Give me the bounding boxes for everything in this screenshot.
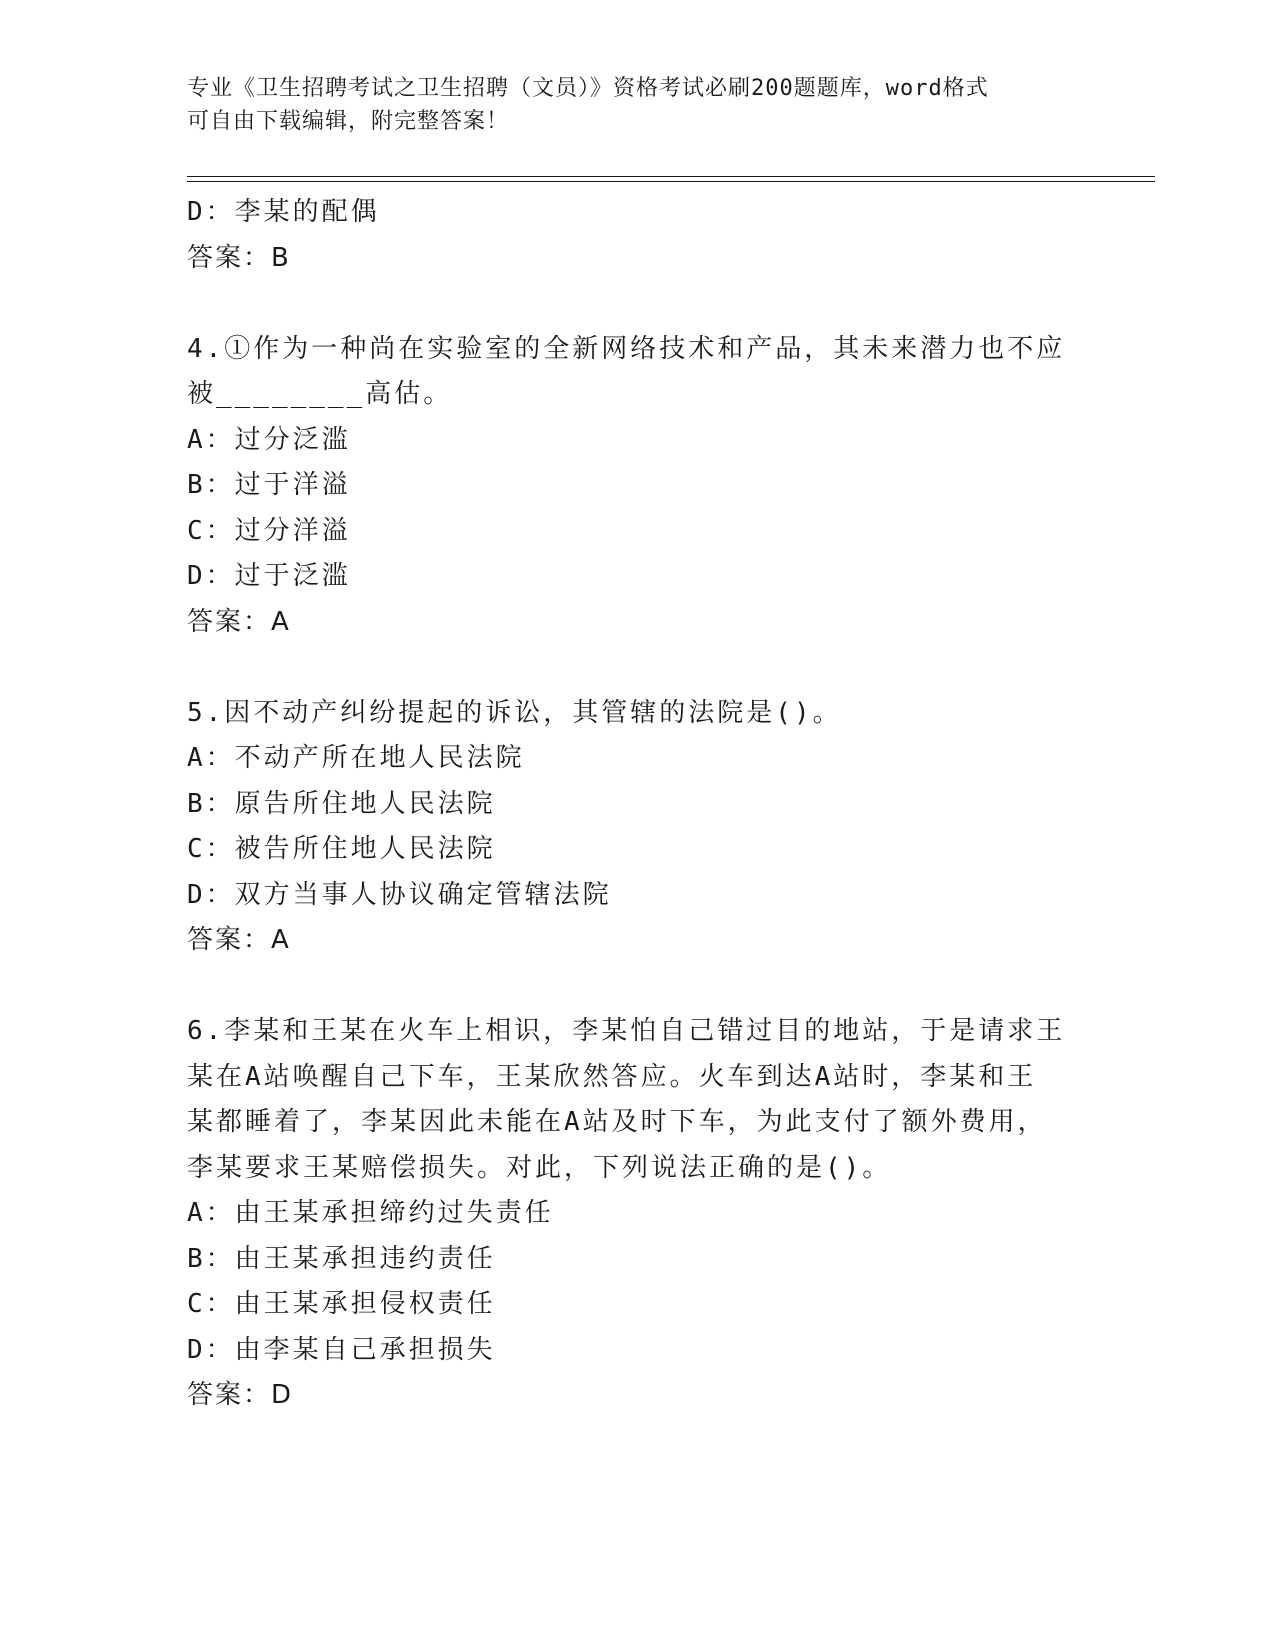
- document-header: [187, 72, 1067, 138]
- q6-stem-line-2: 某在A站唤醒自己下车，王某欣然答应。火车到达A站时，李某和王: [187, 1061, 1037, 1092]
- header-divider-bottom: [187, 181, 1155, 182]
- q5-option-b: B：原告所住地人民法院: [187, 788, 496, 819]
- q5-option-d: D：双方当事人协议确定管辖法院: [187, 879, 612, 910]
- question-3-tail: [187, 190, 1077, 281]
- q6-answer: 答案：D: [187, 1380, 294, 1410]
- question-6: [187, 1009, 1077, 1419]
- q3-answer: 答案：B: [187, 242, 291, 273]
- q5-option-a: A：不动产所在地人民法院: [187, 743, 525, 773]
- q6-option-a: A：由王某承担缔约过失责任: [187, 1198, 554, 1228]
- q6-option-c: C：由王某承担侵权责任: [187, 1289, 496, 1319]
- question-5: [187, 691, 1077, 964]
- q4-answer: 答案：A: [187, 606, 291, 637]
- q3-option-d: D：李某的配偶: [187, 197, 380, 227]
- spacer: [187, 964, 1077, 1010]
- q4-option-a: A：过分泛滥: [187, 424, 351, 455]
- question-4: [187, 327, 1077, 646]
- q4-option-d: D：过于泛滥: [187, 561, 351, 591]
- spacer: [187, 645, 1077, 691]
- q4-option-b: B：过于洋溢: [187, 470, 351, 500]
- q5-answer: 答案：A: [187, 925, 291, 955]
- q6-stem-line-4: 李某要求王某赔偿损失。对此，下列说法正确的是()。: [187, 1152, 892, 1183]
- spacer: [187, 281, 1077, 327]
- q6-option-b: B：由王某承担违约责任: [187, 1243, 496, 1274]
- q5-stem: 5.因不动产纠纷提起的诉讼，其管辖的法院是()。: [187, 697, 842, 728]
- q4-stem-line-1: 4.①作为一种尚在实验室的全新网络技术和产品，其未来潜力也不应: [187, 333, 1066, 364]
- q6-stem-line-1: 6.李某和王某在火车上相识，李某怕自己错过目的地站，于是请求王: [187, 1016, 1066, 1046]
- q4-option-c: C：过分洋溢: [187, 515, 351, 546]
- question-list: [187, 190, 1077, 1419]
- q5-option-c: C：被告所住地人民法院: [187, 834, 496, 864]
- header-line-2: 可自由下载编辑，附完整答案！: [187, 109, 510, 134]
- q6-option-d: D：由李某自己承担损失: [187, 1334, 496, 1365]
- q6-stem-line-3: 某都睡着了，李某因此未能在A站及时下车，为此支付了额外费用，: [187, 1107, 1047, 1137]
- header-line-1: 专业《卫生招聘考试之卫生招聘（文员）》资格考试必刷200题题库，word格式: [187, 76, 989, 101]
- q4-stem-line-2: 被________高估。: [187, 379, 453, 409]
- header-divider-top: [187, 176, 1155, 177]
